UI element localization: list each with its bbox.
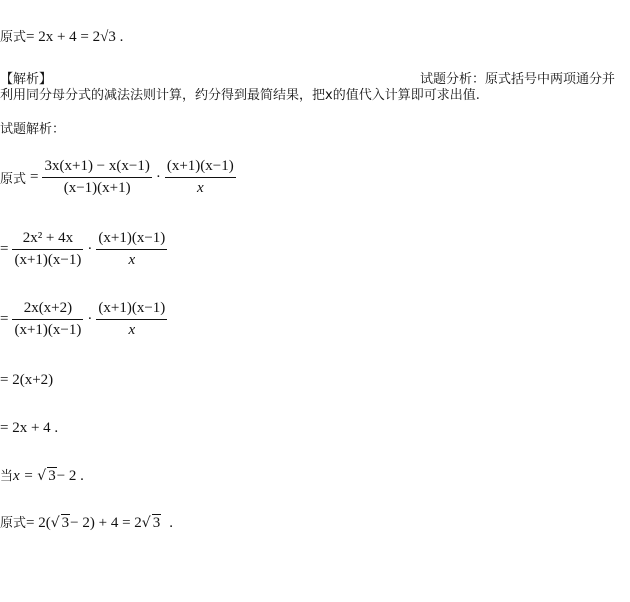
step3-fraction-1	[12, 300, 83, 339]
analysis-text-line2: 利用同分母分式的减法法则计算，约分得到最简结果，把x的值代入计算即可求出值.	[0, 88, 480, 103]
times-dot: ·	[155, 169, 161, 185]
final-line	[0, 512, 173, 532]
step3-fraction-2	[96, 300, 167, 339]
step2-fraction-2	[96, 230, 167, 269]
times-dot: ·	[87, 241, 93, 257]
analysis-label: 【解析】	[0, 72, 53, 87]
step1-den1: (x−1)(x+1)	[63, 180, 131, 196]
step2	[0, 230, 171, 269]
step1-num1: 3x(x+1) − x(x−1)	[42, 158, 151, 178]
step2-den2: x	[128, 252, 136, 268]
sqrt-icon: √	[50, 515, 60, 531]
answer-prefix: 原式	[0, 30, 27, 45]
step3-den2: x	[128, 322, 136, 338]
final-prefix: 原式	[0, 516, 27, 531]
equals-sign: =	[30, 169, 39, 185]
substitution-line	[0, 465, 84, 485]
sqrt-icon: √	[141, 515, 151, 531]
equals-sign: =	[0, 241, 9, 257]
answer-line	[0, 26, 123, 46]
step1-fraction-1	[42, 158, 151, 197]
step4: = 2(x+2)	[0, 372, 54, 388]
step3-num1: 2x(x+2)	[12, 300, 83, 320]
step1	[0, 158, 240, 197]
step3-den1: (x+1)(x−1)	[14, 322, 82, 338]
sqrt-icon: √	[37, 468, 47, 484]
solution-label: 试题解析：	[0, 122, 66, 137]
times-dot: ·	[87, 311, 93, 327]
final-a: = 2(	[26, 515, 51, 531]
step1-den2: x	[196, 180, 204, 196]
answer-expr: = 2x + 4 = 2√3 .	[26, 29, 124, 45]
final-tail: .	[169, 515, 173, 531]
step3	[0, 300, 171, 339]
step1-prefix: 原式	[0, 172, 27, 187]
step2-den1: (x+1)(x−1)	[14, 252, 82, 268]
step3-num2: (x+1)(x−1)	[96, 300, 167, 320]
when-x: x =	[13, 468, 38, 484]
equals-sign: =	[0, 311, 9, 327]
step1-num2: (x+1)(x−1)	[165, 158, 236, 178]
step2-fraction-1	[12, 230, 83, 269]
step2-num2: (x+1)(x−1)	[96, 230, 167, 250]
final-radicand-2: 3	[152, 515, 161, 531]
when-radicand: 3	[48, 468, 56, 484]
final-b: − 2) + 4 = 2	[70, 515, 142, 531]
step1-fraction-2	[165, 158, 236, 197]
step2-num1: 2x² + 4x	[12, 230, 83, 250]
final-radicand-1: 3	[61, 515, 70, 531]
when-prefix: 当	[0, 469, 14, 484]
step5: = 2x + 4 .	[0, 420, 59, 436]
when-tail: − 2 .	[56, 468, 84, 484]
analysis-text-right: 试题分析：原式括号中两项通分并	[420, 72, 616, 87]
